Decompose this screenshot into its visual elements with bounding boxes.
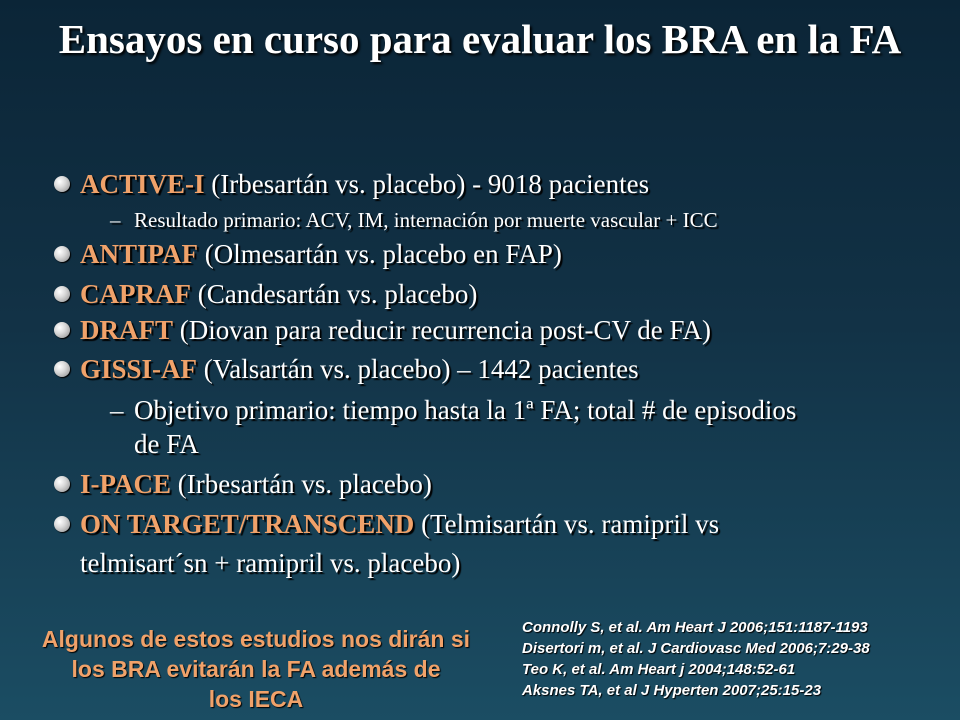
trial-name: CAPRAF <box>80 279 191 309</box>
trial-name: I-PACE <box>80 469 171 499</box>
trial-detail: (Telmisartán vs. ramipril vs <box>414 509 720 539</box>
reference-item: Disertori m, et al. J Cardiovasc Med 2006;7:29-38 <box>522 640 870 657</box>
bullet-icon <box>54 361 70 377</box>
conclusion-line: los IECA <box>208 686 304 712</box>
trial-detail: (Olmesartán vs. placebo en FAP) <box>198 239 562 269</box>
trial-name: ANTIPAF <box>80 239 198 269</box>
dash-marker: – <box>110 395 124 425</box>
trial-subpoint <box>110 393 924 427</box>
references <box>522 617 952 701</box>
trial-subpoint <box>110 207 924 233</box>
subpoint-text: de FA <box>134 429 199 459</box>
reference-item: Teo K, et al. Am Heart j 2004;148:52-61 <box>522 661 796 678</box>
trial-subpoint-continuation <box>134 427 924 461</box>
conclusion-line: Algunos de estos estudios nos dirán si <box>41 626 471 652</box>
trial-item-continuation <box>80 546 920 580</box>
trial-detail: (Diovan para reducir recurrencia post-CV de FA) <box>173 315 712 345</box>
trial-detail: (Candesartán vs. placebo) <box>190 279 478 309</box>
bullet-icon <box>54 476 70 492</box>
trial-item <box>80 352 920 386</box>
trial-detail: (Irbesartán vs. placebo) - 9018 pacientes <box>204 169 650 199</box>
slide-title: Ensayos en curso para evaluar los BRA en la FA <box>58 16 902 62</box>
trial-item <box>80 313 920 347</box>
conclusion-line: los BRA evitarán la FA además de <box>71 656 441 682</box>
conclusion-note <box>6 624 506 714</box>
dash-marker: – <box>110 208 121 232</box>
trial-name: ON TARGET/TRANSCEND <box>80 509 415 539</box>
trial-detail: (Irbesartán vs. placebo) <box>171 469 432 499</box>
trial-detail: (Valsartán vs. placebo) – 1442 pacientes <box>197 354 639 384</box>
bullet-icon <box>54 516 70 532</box>
trial-name: ACTIVE-I <box>80 169 205 199</box>
trial-item <box>80 167 920 201</box>
trial-item <box>80 237 920 271</box>
trial-detail: telmisart´sn + ramipril vs. placebo) <box>80 548 461 578</box>
trial-item <box>80 507 920 541</box>
reference-item: Connolly S, et al. Am Heart J 2006;151:1187-1193 <box>522 619 868 636</box>
bullet-icon <box>54 322 70 338</box>
bullet-icon <box>54 246 70 262</box>
reference-item: Aksnes TA, et al J Hyperten 2007;25:15-23 <box>522 682 822 699</box>
subpoint-text: Resultado primario: ACV, IM, internación por muerte vascular + ICC <box>134 208 718 232</box>
subpoint-text: Objetivo primario: tiempo hasta la 1ª FA; total # de episodios <box>134 395 797 425</box>
bullet-icon <box>54 176 70 192</box>
trial-name: GISSI-AF <box>80 354 198 384</box>
trial-item <box>80 467 920 501</box>
trial-item <box>80 277 920 311</box>
trial-name: DRAFT <box>80 315 173 345</box>
bullet-icon <box>54 286 70 302</box>
